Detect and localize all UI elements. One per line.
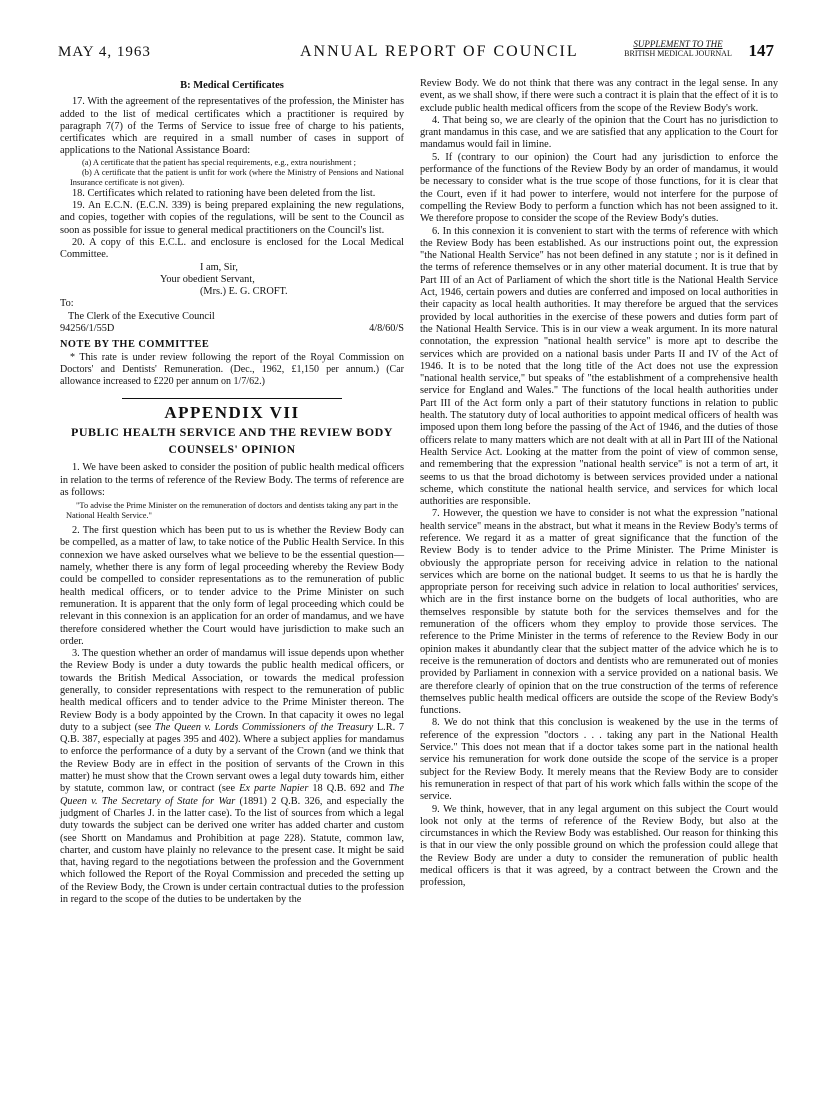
appendix-counsel-heading: COUNSELS' OPINION — [168, 443, 296, 456]
opinion-paragraph-4: 4. That being so, we are clearly of the opinion that the Court has no jurisdiction to grant mandamus in this case, and we are satisfied that any application to the Court for mandamus would fail in limine. — [420, 114, 778, 151]
signatory: (Mrs.) E. G. CROFT. — [200, 286, 288, 298]
note-text: * This rate is under review following the report of the Royal Commission on Doctors' and Dentists' Remuneration. (Dec., 1962, £1,150 per annum.) (Car allowance increased to £220 per annum on 1/7/62.) — [60, 351, 404, 387]
paragraph-19: 19. An E.C.N. (E.C.N. 339) is being prepared explaining the new regulations, and copies, together with copies of the regulations, will be sent to the Council as soon as possible for issue to general medical practitioners on the Council's list. — [60, 200, 404, 236]
reference-row — [60, 323, 404, 335]
section-divider — [122, 398, 342, 399]
addressee: The Clerk of the Executive Council — [68, 310, 215, 322]
page-header — [58, 40, 778, 66]
opinion-paragraph-5: 5. If (contrary to our opinion) the Court had any jurisdiction to enforce the performance of the functions of the Review Body by an order of mandamus, it would be necessary to consider what is the true scope of those functions, for it is clear that the Court, even if it had power to interfere, would not interfere for the purpose of compelling the Review Body to perform a function which has not been assigned to it. We therefore propose to consider the scope of the Review Body's duties. — [420, 151, 778, 225]
salutation: I am, Sir, — [200, 261, 238, 273]
section-heading: B: Medical Certificates — [180, 80, 284, 91]
o3-part-a: 3. The question whether an order of mandamus will issue depends upon whether the Review Body is under a duty towards the public health medical officers, or towards the British Medical Association, or towards the medical profession generally, to consider representations with respect to the remuneration of public health medical officers and to tender advice to the Prime Minister thereon. The Review Body is a body appointed by the Crown. In that capacity it owes no legal duty to a subject (see — [60, 648, 404, 733]
paragraph-18: 18. Certificates which related to rationing have been deleted from the list. — [72, 187, 376, 199]
opinion-paragraph-7: 7. However, the question we have to consider is not what the expression "national health service" means in the abstract, but what it means in the Review Body's terms of reference. We regard it as a matter of great significance that the function of the Review Body is to tender advice to the Prime Minister. The Prime Minister is obviously the appropriate person for receiving advice in relation to the national services which are borne on the national budget. It seems to us that he is hardly the appropriate person for receiving such advice in relation to local authorities' services, which are in the first instance borne on the budgets of local authorities, who are themselves responsible by statute both for the services themselves and for the remuneration of the officers whom they employ to provide those services. The reference to the Prime Minister in the terms of reference to the Review Body in our opinion makes it abundantly clear that the subject matter of the advice which he is to receive is the remuneration of doctors and dentists who are remunerated out of monies provided by Parliament in connexion with a service provided on a national basis. We are therefore clearly of opinion that on the true construction of the terms of reference themselves public health medical officers are outside the scope of the Review Body's functions. — [420, 508, 778, 717]
appendix-title: APPENDIX VII — [164, 402, 300, 422]
left-column — [60, 78, 404, 906]
running-title: ANNUAL REPORT OF COUNCIL — [300, 43, 579, 60]
certificate-item-b: (b) A certificate that the patient is unfit for work (where the Ministry of Pensions and National Insurance certificate is not given). — [70, 167, 404, 187]
supplement-top: SUPPLEMENT TO THE — [633, 39, 723, 49]
case-name-2: Ex parte Napier — [239, 783, 309, 795]
supplement-bottom: BRITISH MEDICAL JOURNAL — [624, 49, 732, 58]
note-heading: NOTE BY THE COMMITTEE — [60, 339, 210, 351]
terms-of-reference-quote: "To advise the Prime Minister on the remuneration of doctors and dentists taking any part in the National Health Service." — [66, 501, 398, 521]
o3-part-d: (1891) 2 Q.B. 326, and especially the judgment of Charles J. in the latter case). To the list of sources from which a legal duty towards the subject can be derived one writer has added charter and custom (see Shortt on Mandamus and Prohibition at page 228). Statute, common law, charter, and custom have plainly no relevance to the present case. It might be said that, having regard to the negotiations between the profession and the Government which followed the Report of the Royal Commission and preceded the setting up of the Review Body, the Crown is under certain contractual duties to the profession in regard to the scope of the duties to be undertaken by the — [60, 795, 404, 906]
appendix-subtitle: PUBLIC HEALTH SERVICE AND THE REVIEW BODY — [71, 424, 393, 439]
case-name-1: The Queen v. Lords Commissioners of the Treasury — [154, 721, 374, 733]
supplement-label — [623, 40, 733, 58]
o3-part-c: 18 Q.B. 692 and — [308, 783, 389, 795]
reference-right: 4/8/60/S — [369, 323, 404, 335]
paragraph-17: 17. With the agreement of the representatives of the profession, the Minister has added to the list of medical certificates which a practitioner is required by paragraph 7(7) of the Terms of Service to issue free of charge to his patients, certificates which are required in a small number of cases in support of applications to the National Assistance Board: — [60, 96, 404, 157]
opinion-paragraph-3 — [60, 648, 404, 906]
certificate-item-a: (a) A certificate that the patient has special requirements, e.g., extra nourishment ; — [82, 157, 356, 167]
reference-left: 94256/1/55D — [60, 323, 115, 335]
o3-part-b: L.R. 7 Q.B. 387, especially at pages 395 and 402). Where a subject applies for mandamus to enforce the performance of a duty by a servant of the Crown (and we think that the Review Body are in effect in the position of servants of the Crown in this matter) he must show that the Crown servant owes a legal duty towards him, either by statute, common law, or contract (see — [60, 721, 404, 795]
opinion-paragraph-8: 8. We do not think that this conclusion is weakened by the use in the terms of reference of the expression "doctors . . . taking any part in the National Health Service." This does not mean that if a doctor takes some part in the national health service his remuneration for work done outside the scope of the service is a proper subject for the Review Body. It merely means that the Review Body are to consider his remuneration in respect of that part of his work which falls within the scope of the service. — [420, 717, 778, 803]
continued-paragraph: Review Body. We do not think that there was any contract in the legal sense. In any event, as we shall show, if there were such a contract it is plain that the effect of it is to exclude public health medical officers from the scope of the Review Body's work. — [420, 78, 778, 114]
page-number: 147 — [748, 41, 774, 60]
opinion-paragraph-9: 9. We think, however, that in any legal argument on this subject the Court would look not only at the terms of reference of the Review Body, but also at the circumstances in which the Review Body was established. Our reason for thinking this is that in our view the only possible ground on which the profession could allege that the Review Body are under a duty to consider the remuneration of public health medical officers is that it was agreed, by a contract between the Crown and the profession, — [420, 803, 778, 889]
opinion-paragraph-6: 6. In this connexion it is convenient to start with the terms of reference with which the Review Body has been established. As our instructions point out, the expression "the National Health Service" has not been defined in any statute ; nor is it defined in the terms of reference themselves or in any other material document. It is true that by Part III of an Act of Parliament of which the short title is the National Health Service Act, 1946, certain powers and duties are conferred and imposed on local authorities in their capacity as local health authorities. It may therefore be argued that the services provided by local authorities in the exercise of these powers and duties form part of the National Health Service. This is in our view a weak argument. In its more natural connotation, the expression "national health service" is more apt to describe the services which are provided on a national basis under Parts II and IV of the Act of 1946. It is to be noted that the long title of the Act does not use the expression "national health service," but speaks of "the establishment of a comprehensive health service for England and Wales." The functions of the local health authorities under Part III of the Act form only a part of their statutory functions in relation to public health. The statutory duty of local authorities to appoint medical officers of health was imposed upon them long before the passing of the Act of 1946, and the duties of those officers relate to many matters which are not dealt with at all in Part III of the National Health Service Act. Looking at the matter from the point of view of common sense, and remembering that the expression "national health service" is not a term of art, it seems to us that the broad dichotomy is between services provided under a national scheme, which constitute the national health service, and services for which local authorities are responsible. — [420, 225, 778, 508]
to-label: To: — [60, 298, 74, 310]
opinion-paragraph-2: 2. The first question which has been put to us is whether the Review Body can be compelled, as a matter of law, to take notice of the Public Health Service. In this connexion we have asked ourselves what we believe to be the essential question—namely, whether there is any form of legal proceeding whereby the Review Body could be compelled to consider representations as to the remuneration of public health medical officers, or to tender advice to the Prime Minister on such remuneration. It is apparent that the only form of legal proceeding which could be relevant in this connexion is an application for an order of mandamus, and we have therefore considered whether the Court would have jurisdiction to make such an order. — [60, 525, 404, 647]
issue-date: MAY 4, 1963 — [58, 44, 151, 60]
right-column — [420, 78, 778, 890]
case-name-3: The Queen v. The Secretary of State for War — [60, 783, 405, 807]
opinion-paragraph-1: 1. We have been asked to consider the position of public health medical officers in relation to the terms of reference of the Review Body. The terms of reference are as follows: — [60, 462, 404, 498]
valediction: Your obedient Servant, — [160, 273, 255, 285]
paragraph-20: 20. A copy of this E.C.L. and enclosure is enclosed for the Local Medical Committee. — [60, 236, 404, 261]
